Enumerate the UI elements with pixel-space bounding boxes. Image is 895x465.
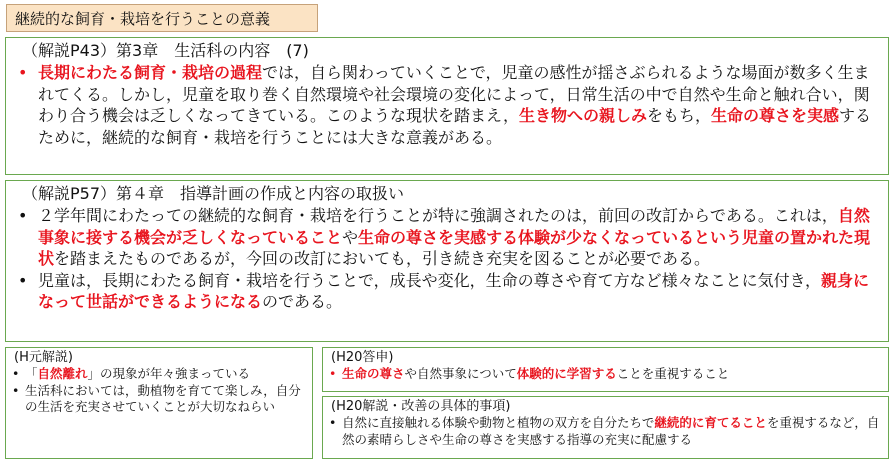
section-h-gen xyxy=(5,347,313,459)
bullet-dot: • xyxy=(329,366,337,381)
body-text: ２学年間にわたっての継続的な飼育・栽培を行うことが特に強調されたのは，前回の改訂からである。これは， xyxy=(38,206,838,225)
bullet-item xyxy=(12,383,306,416)
emphasis-text: 生命の尊さを実感する体験が少なくなっているという児童の置かれた現状 xyxy=(38,227,871,268)
bullet-dot: • xyxy=(329,415,337,430)
bullet-text xyxy=(38,63,871,147)
bullet-text xyxy=(342,415,879,447)
body-text: 自然に直接触れる体験や動物と植物の双方を自分たちで xyxy=(342,415,655,430)
bullet-dot: • xyxy=(12,366,20,381)
emphasis-text: 長期にわたる飼育・栽培の過程 xyxy=(38,63,263,82)
section-h20-toshin xyxy=(322,347,889,392)
emphasis-text: 親身になって世話ができるようになる xyxy=(38,270,870,311)
body-text: 「 xyxy=(25,366,38,381)
body-text: を踏まえたものであるが，今回の改訂においても，引き続き充実を図ることが必要である。 xyxy=(54,249,711,268)
bullet-item xyxy=(12,366,306,383)
emphasis-text: 生命の尊さ xyxy=(342,366,405,381)
body-text: するために，継続的な飼育・栽培を行うことには大きな意義がある。 xyxy=(38,106,872,147)
body-text: 生活科においては，動植物を育てて楽しみ，自分の生活を充実させていくことが大切なねらい xyxy=(25,382,301,414)
section-heading: (H20答申) xyxy=(331,350,394,365)
section-h20-kaisetsu xyxy=(322,396,889,459)
bullet-text xyxy=(38,271,869,312)
emphasis-text: 自然離れ xyxy=(37,366,88,381)
emphasis-text: 自然事象に接する機会が乏しくなっていること xyxy=(38,206,870,247)
bullet-item xyxy=(16,62,878,148)
body-text: のである。 xyxy=(262,292,343,311)
section-heading: （解説P43）第3章 生活科の内容 (7) xyxy=(22,41,309,60)
section-heading: (H元解説) xyxy=(14,350,73,365)
bullet-dot: • xyxy=(12,382,20,398)
bullet-item xyxy=(16,205,878,270)
bullet-dot: • xyxy=(18,206,28,225)
section-p57 xyxy=(5,180,889,342)
bullet-item xyxy=(329,415,882,448)
bullet-item xyxy=(329,366,882,383)
body-text: や自然事象について xyxy=(404,366,517,381)
bullet-text xyxy=(342,366,729,381)
emphasis-text: 生き物への親しみ xyxy=(518,106,647,125)
body-text: ことを重視すること xyxy=(616,366,730,381)
bullet-text xyxy=(38,206,870,268)
page-title: 継続的な飼育・栽培を行うことの意義 xyxy=(6,4,318,32)
emphasis-text: 生命の尊さを実感 xyxy=(711,106,840,125)
emphasis-text: 体験的に学習する xyxy=(516,366,617,381)
section-heading: (H20解説・改善の具体的事項) xyxy=(331,399,511,414)
body-text: では，自ら関わっていくことで，児童の感性が揺さぶられるような場面が数多く生まれてくる。しかし，児童を取り巻く自然環境や社会環境の変化によって，日常生活の中で自然や生命と触れ合い，関わり合う機会は乏しくなってきている。このような現状を踏まえ， xyxy=(38,63,870,125)
bullet-item xyxy=(16,270,878,313)
body-text: を重視するなど，自然の素晴らしさや生命の尊さを実感する指導の充実に配慮する xyxy=(342,415,880,447)
bullet-text xyxy=(25,366,250,381)
body-text: や xyxy=(342,227,359,247)
emphasis-text: 継続的に育てること xyxy=(654,415,767,430)
section-p43 xyxy=(5,37,889,175)
bullet-dot: • xyxy=(18,270,28,290)
body-text: をもち， xyxy=(646,106,711,125)
section-heading: （解説P57）第４章 指導計画の作成と内容の取扱い xyxy=(22,184,405,203)
body-text: 」の現象が年々強まっている xyxy=(87,366,251,381)
bullet-text xyxy=(25,383,301,415)
body-text: 児童は，長期にわたる飼育・栽培を行うことで，成長や変化，生命の尊さや育て方など様々なことに気付き， xyxy=(38,270,822,290)
bullet-dot: • xyxy=(18,63,28,82)
